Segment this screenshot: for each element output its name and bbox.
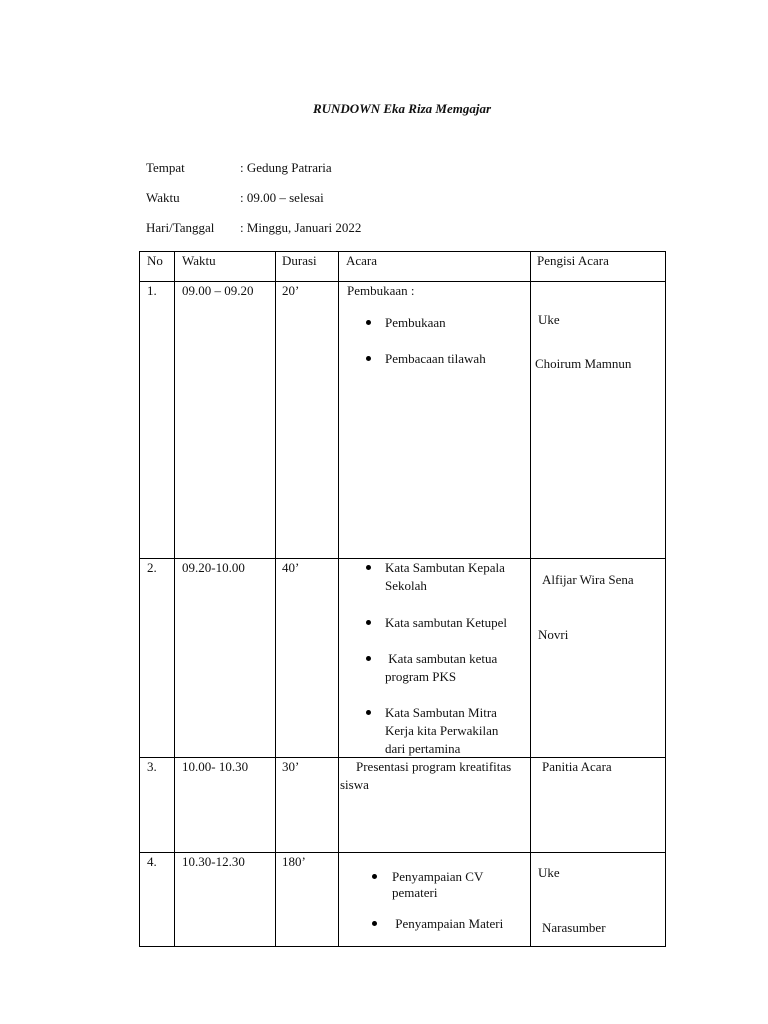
row1-pengisi: Choirum Mamnun bbox=[535, 356, 632, 371]
header-no: No bbox=[147, 253, 163, 268]
row2-no: 2. bbox=[147, 560, 157, 575]
column-divider bbox=[275, 252, 276, 946]
row1-acara-item: Pembacaan tilawah bbox=[385, 351, 486, 366]
header-pengisi-acara: Pengisi Acara bbox=[537, 253, 609, 268]
row4-pengisi: Uke bbox=[538, 865, 560, 880]
row2-pengisi: Alfijar Wira Sena bbox=[542, 572, 634, 587]
row2-acara-item-line: dari pertamina bbox=[385, 741, 461, 756]
row2-acara-item-line: Kata sambutan Ketupel bbox=[385, 615, 508, 630]
bullet-icon bbox=[366, 710, 371, 715]
info-value: : 09.00 – selesai bbox=[240, 190, 324, 205]
column-divider bbox=[338, 252, 339, 946]
row4-waktu: 10.30-12.30 bbox=[182, 854, 245, 869]
info-value: : Minggu, Januari 2022 bbox=[240, 220, 362, 235]
row2-acara-item-line: Kata Sambutan Kepala bbox=[385, 560, 505, 575]
info-label: Tempat bbox=[146, 160, 185, 175]
bullet-icon bbox=[366, 356, 371, 361]
bullet-icon bbox=[366, 565, 371, 570]
row3-waktu: 10.00- 10.30 bbox=[182, 759, 249, 774]
bullet-icon bbox=[372, 874, 377, 879]
row4-acara-item-line: Penyampaian CV bbox=[392, 869, 484, 884]
info-label: Waktu bbox=[146, 190, 180, 205]
row4-no: 4. bbox=[147, 854, 157, 869]
rundown-table bbox=[139, 251, 666, 947]
bullet-icon bbox=[366, 620, 371, 625]
header-acara: Acara bbox=[346, 253, 378, 268]
row2-waktu: 09.20-10.00 bbox=[182, 560, 245, 575]
row2-acara-item-line: Kata sambutan ketua bbox=[385, 651, 498, 666]
row4-acara-item-line: Penyampaian Materi bbox=[392, 916, 504, 931]
row1-acara-item: Pembukaan bbox=[385, 315, 446, 330]
row4-durasi: 180’ bbox=[282, 854, 306, 869]
row4-pengisi: Narasumber bbox=[542, 920, 606, 935]
row1-durasi: 20’ bbox=[282, 283, 300, 298]
row2-acara-item-line: Kerja kita Perwakilan bbox=[385, 723, 499, 738]
row2-durasi: 40’ bbox=[282, 560, 300, 575]
row1-no: 1. bbox=[147, 283, 157, 298]
row3-pengisi: Panitia Acara bbox=[542, 759, 612, 774]
header-durasi: Durasi bbox=[282, 253, 317, 268]
info-value: : Gedung Patraria bbox=[240, 160, 332, 175]
column-divider bbox=[174, 252, 175, 946]
row2-acara-item-line: program PKS bbox=[385, 669, 457, 684]
bullet-icon bbox=[372, 921, 377, 926]
bullet-icon bbox=[366, 320, 371, 325]
row2-pengisi: Novri bbox=[538, 627, 569, 642]
row1-pengisi: Uke bbox=[538, 312, 560, 327]
row3-acara-line: Presentasi program kreatifitas bbox=[356, 759, 512, 774]
row2-acara-item-line: Kata Sambutan Mitra bbox=[385, 705, 497, 720]
info-label: Hari/Tanggal bbox=[146, 220, 215, 235]
row3-durasi: 30’ bbox=[282, 759, 300, 774]
row3-no: 3. bbox=[147, 759, 157, 774]
header-waktu: Waktu bbox=[182, 253, 216, 268]
column-divider bbox=[530, 252, 531, 946]
document-title: RUNDOWN Eka Riza Memgajar bbox=[312, 101, 492, 116]
row3-acara-line: siswa bbox=[340, 777, 369, 792]
row2-acara-item-line: Sekolah bbox=[385, 578, 427, 593]
row1-waktu: 09.00 – 09.20 bbox=[182, 283, 254, 298]
bullet-icon bbox=[366, 656, 371, 661]
row4-acara-item-line: pemateri bbox=[392, 885, 438, 900]
row1-acara-heading: Pembukaan : bbox=[347, 283, 415, 298]
